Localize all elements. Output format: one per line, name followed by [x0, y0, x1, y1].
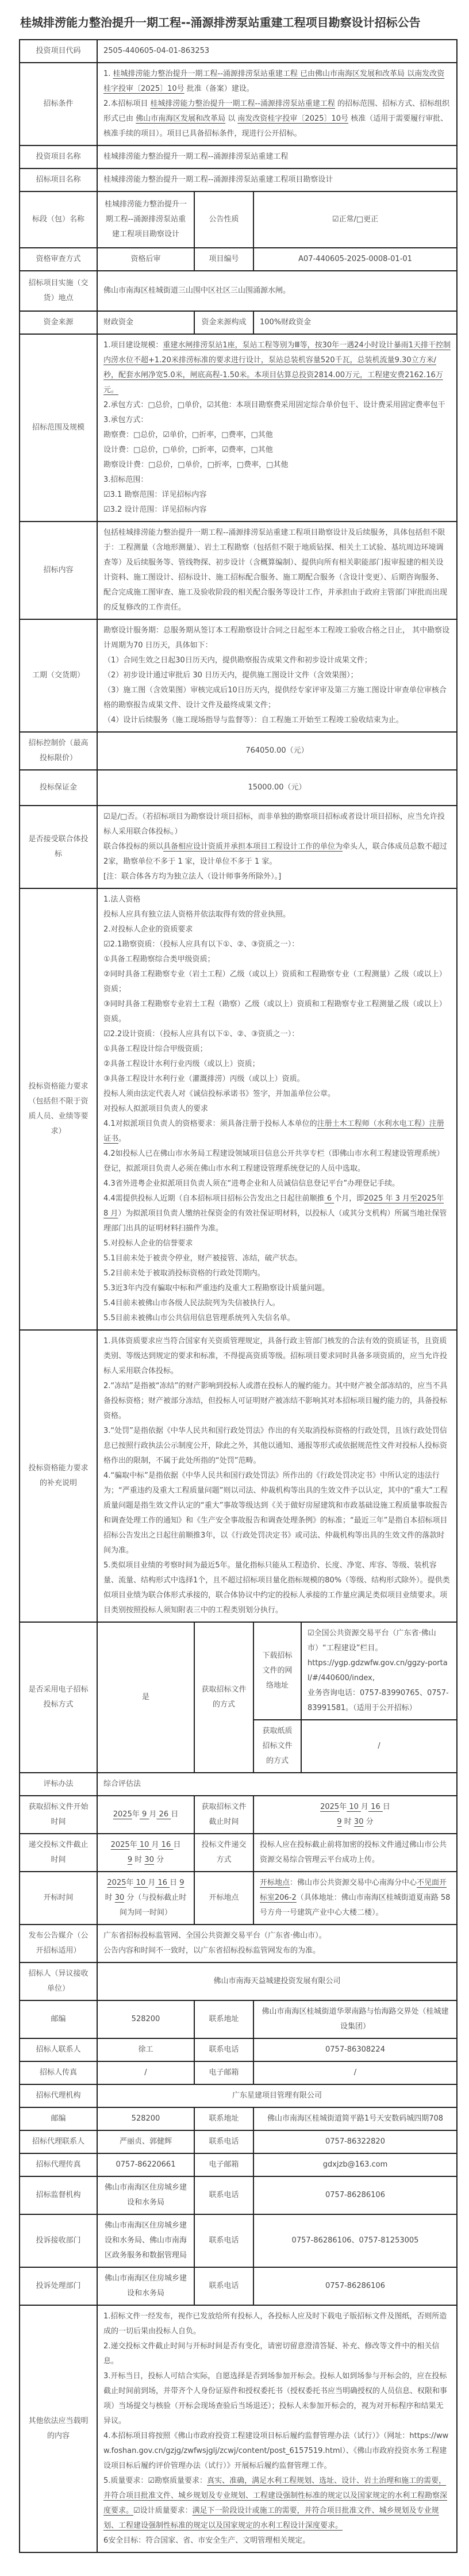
fund-source-value2 — [253, 311, 457, 334]
underlined-text: 16 — [155, 1879, 170, 1887]
qualification-review-label1: 资格审查方式 — [20, 248, 97, 271]
bid-submission-value2 — [253, 1834, 457, 1872]
table-row-tender-content — [20, 522, 457, 619]
complaint-handling-value2-line-1: 0757-86286106 — [325, 2282, 385, 2290]
announcement-media-label: 发布公告媒介（公开招标适用） — [20, 1925, 97, 1962]
bidder-qualification-requirements-value-line-9: ①具备工程设计综合甲级资质； — [103, 1045, 207, 1053]
complaint-receiving-label1: 投诉接收部门 — [20, 2214, 97, 2267]
bidder-qualification-requirements-value-line-23: 5.5目前未被佛山市公共信用信息管理系统列入失信名单。 — [103, 1314, 295, 1322]
investment-project-name-value — [97, 145, 457, 168]
other-required-content-value-line-5: 5.质量要求：☑勘察质量要求：真实、准确，满足水利工程规划、选址、设计、岩土治理和施工的需要，并符合项目批准文件、城乡规划及专业规划、工程建设强制性标准的规定以及国家规定的水利工程勘察深度要求。☑设计质量要求：满足下一阶段设计或施工的需要，并符合项目批准文件、城乡规划及专业规划、工程建设强制性标准的规定以及国家规定的水利工程设计深度要求。 — [103, 2477, 448, 2530]
tenderer-person-value2 — [253, 2038, 457, 2061]
electronic-bidding-download-url-value-line-1: ☑全国公共资源交易平台（广东省·佛山市）“工程建设”栏目。 — [307, 1629, 436, 1653]
agency-person-value2-line-1: 0757-86322820 — [325, 2137, 385, 2146]
bid-opening-value2 — [253, 1872, 457, 1925]
doc-obtain-time-value2 — [253, 1796, 457, 1834]
agency-person-value2 — [253, 2130, 457, 2153]
underlined-text: 9 — [179, 1879, 184, 1887]
bidder-qualification-requirements-value-line-16: 4.3省外进粤企业拟派项目负责人须在“进粤企业和人员诚信信息登记平台”办理登记手续。 — [103, 1179, 400, 1188]
bid-opening-value1 — [97, 1872, 194, 1925]
agency-fax-email-label2: 电子邮箱 — [194, 2153, 253, 2176]
bidder-qualification-requirements-value-line-7: ③同时具备工程勘察专业岩土工程（勘察）乙级（或以上）资质和工程勘察专业工程测量乙级（或以上）资质。 — [103, 1000, 447, 1023]
doc-obtain-time-value2-line-1: 2025年 10 月 16 日 — [320, 1803, 390, 1811]
electronic-bidding-label2: 获取招标文件的方式 — [194, 1622, 253, 1773]
electronic-bidding-label1: 是否采用电子招标投标方式 — [20, 1622, 97, 1773]
complaint-handling-value2 — [253, 2267, 457, 2305]
tender-scope-scale-value-line-7: 3.招标范围： — [103, 476, 148, 484]
qualification-supplementary-notes-value — [97, 1330, 457, 1622]
consortium-bidding-value-line-2: 联合体投标的须以具备相应设计资质并承担本项目工程设计工作的单位为牵头人，联合体成员总数不超过2家，勘察单位不多于 1 家，设计单位不多于 1 家。 — [103, 842, 448, 866]
doc-obtain-time-value1-line-1: 2025年 9 月 26 日 — [113, 1810, 179, 1819]
agency-person-value1-line-1: 严丽贞、郭健辉 — [119, 2137, 172, 2146]
underlined-text: 30 — [114, 1893, 125, 1902]
fund-source-label1: 资金来源 — [20, 311, 97, 334]
tenderer-fax-email-value2-line-1: / — [353, 2068, 357, 2077]
underlined-text: 2025 — [107, 1879, 126, 1887]
agency-fax-email-label1: 招标代理传真 — [20, 2153, 97, 2176]
electronic-bidding-download-url-label: 下载招标文件的网络地址 — [253, 1622, 301, 1720]
table-row-qualification-supplementary-notes — [20, 1330, 457, 1622]
section-announcement-label2: 公告性质 — [194, 191, 253, 248]
underlined-text: 9 — [127, 1856, 133, 1864]
tender-scope-scale-value-line-4: 勘察费：□总价，☑单价，□折率，□费率，□其他 — [103, 431, 273, 439]
bidder-qualification-requirements-value-line-20: 5.2目前未处于被取消投标资格的行政处罚期内。 — [103, 1269, 265, 1278]
agency-person-label2: 联系电话 — [194, 2130, 253, 2153]
tender-content-label: 招标内容 — [20, 522, 97, 619]
investment-project-code-label: 投资项目代码 — [20, 40, 97, 63]
complaint-handling-label2: 联系电话 — [194, 2267, 253, 2305]
evaluation-method-label: 评标办法 — [20, 1773, 97, 1796]
complaint-handling-value1-line-1: 佛山市南海区住房城乡建设和水务局 — [104, 2274, 187, 2298]
qualification-supplementary-notes-value-line-3: 3.“处罚”是指依据《中华人民共和国行政处罚法》作出的有关取消投标资格的行政处罚，且该行政处罚信息已按照行政执法公示制度公开，除此之外，其他以通知、通报等形式或依据规范性文件对投标人投标资格作出的限制，不属于此处所指的“处罚”范畴。 — [103, 1427, 448, 1465]
table-row-bid-submission — [20, 1834, 457, 1872]
bidder-qualification-requirements-value-line-11: ③具备工程设计水利行业（灌溉排涝）丙级（或以上）资质。 — [103, 1075, 305, 1083]
tenderer-label: 招标人（异议接收单位） — [20, 1962, 97, 2000]
complaint-receiving-value1-line-1: 佛山市南海区住房城乡建设和水务局、佛山市南海区政务服务和数据管理局 — [104, 2221, 187, 2260]
tenderer-contact-info-value1 — [97, 2000, 194, 2038]
consortium-bidding-label: 是否接受联合体投标 — [20, 806, 97, 888]
table-row-other-required-content — [20, 2305, 457, 2552]
bid-bond-value-line-1: 15000.00（元） — [248, 783, 306, 792]
table-row-electronic-bidding — [20, 1622, 457, 1720]
underlined-text: 2025 — [320, 1803, 340, 1811]
section-announcement-value2 — [253, 191, 457, 248]
agency-contact-info-value1 — [97, 2107, 194, 2130]
other-required-content-value-line-1: 1.招标文件一经发布，视作已发放给所有投标人，各投标人应及时下载电子版招标文件及图纸，否则所造成的一切后果由投标人自负。 — [103, 2312, 447, 2336]
bid-bond-value — [97, 770, 457, 806]
underlined-text: 6 — [324, 1194, 335, 1203]
announcement-table — [19, 39, 458, 2553]
complaint-receiving-label2: 联系电话 — [194, 2214, 253, 2267]
construction-period-value-line-1: 勘察设计服务期：总服务期从签订本工程勘察设计合同之日起至本工程竣工验收合格之日止， 其中勘察设计周期为70 日历天，具体如下： — [103, 626, 450, 650]
table-row-announcement-media — [20, 1925, 457, 1962]
tenderer-fax-email-value2 — [253, 2061, 457, 2084]
qualification-supplementary-notes-value-line-4: 4.“骗取中标”是指依据《中华人民共和国行政处罚法》所作出的《行政处罚决定书》中所认定的违法行为；“严重违约及重大工程质量问题”则以司法、仲裁机构等出具的生效文件予以认定，其中的“重大”工程质量问题是指生效文件认定的“重大”事故等级达到《关于做好房屋建筑和市政基础设施工程质量事故报告和调查处理工作的通知》和《生产安全事故报告和调查处理条例》的标准；“最近三年”是指自本招标项目招标公告发出之日起往前顺推3年，以《行政处罚决定书》或司法、仲裁机构等出具的生效文件的落款时间为准。 — [103, 1471, 448, 1555]
announcement-table-body — [20, 40, 457, 2552]
qualification-review-value1 — [97, 248, 194, 271]
price-ceiling-value-line-1: 764050.00（元） — [245, 746, 309, 755]
fund-source-value1-line-1: 财政资金 — [103, 318, 134, 327]
doc-obtain-time-label1: 获取招标文件开始时间 — [20, 1796, 97, 1834]
table-row-tenderer-contact-info — [20, 2000, 457, 2038]
agency-fax-email-value1-line-1: 0757-86220661 — [116, 2160, 176, 2169]
tender-project-name-value — [97, 168, 457, 191]
table-row-bid-bond — [20, 770, 457, 806]
table-row-fund-source — [20, 311, 457, 334]
bidder-qualification-requirements-value-line-6: ②同时具备工程勘察专业（岩土工程）乙级（或以上）资质和工程勘察专业（工程测量）乙级（或以上）资质； — [103, 970, 447, 994]
tender-conditions-value-line-2: 2.本招标项目 桂城排涝能力整治提升一期工程--涌源排涝泵站重建工程 的招标范围、招标方式、招标组织形式已由 佛山市南海区发展和改革局 以 南发改资桂字投审〔2025〕10号 核准（适用于需要履行审批、核准手续的项目）。项目已具备招标条件，现进行公开招标。 — [103, 99, 450, 138]
section-announcement-value1 — [97, 191, 194, 248]
underlined-text: 桂城排涝能力整治提升一期工程--涌源排涝泵站重建工程 已由佛山市南海区发展和改革局 以南发改资桂字投审〔2025〕10号 — [103, 70, 445, 93]
bidder-qualification-requirements-value-line-8: ☑2.2设计资质：（投标人应具有以下①、②、③资质之一）： — [103, 1030, 299, 1038]
table-row-construction-period — [20, 619, 457, 732]
supervision-authority-label2: 联系电话 — [194, 2176, 253, 2214]
tenderer-fax-email-value1-line-1: / — [144, 2068, 147, 2077]
underlined-text: 2025 — [110, 1841, 130, 1849]
tender-conditions-value — [97, 63, 457, 145]
table-row-delivery-location — [20, 271, 457, 311]
agency-contact-info-value2 — [253, 2107, 457, 2130]
tender-scope-scale-label: 招标范围及规模 — [20, 334, 97, 522]
supervision-authority-value2 — [253, 2176, 457, 2214]
bid-submission-label1: 递交投标文件截止时间 — [20, 1834, 97, 1872]
construction-period-value-line-5: （4）设计后续服务（施工现场指导与监督等）：自工程施工开始至工程竣工验收结束为止。 — [103, 716, 403, 724]
other-required-content-value-line-4: 4.本招标项目将按照《佛山市政府投资工程建设项目标后履约监督管理办法（试行）》（网址：https://www.foshan.gov.cn/gzjg/zwfwsjglj/zcwj/content/post_6157519.html）、《佛山市政府投资水务工程建设项目标后履约评价管理办法（试行）》开展标后履约监督管理工作。 — [103, 2432, 449, 2470]
tender-project-name-value-line-1: 桂城排涝能力整治提升一期工程--涌源排涝泵站重建工程项目勘察设计 — [103, 175, 333, 184]
fund-source-value1 — [97, 311, 194, 334]
agency-contact-info-label2: 联系地址 — [194, 2107, 253, 2130]
qualification-review-value2 — [253, 248, 457, 271]
qualification-review-value1-line-1: 资格后审 — [130, 255, 161, 263]
complaint-receiving-value1 — [97, 2214, 194, 2267]
table-row-tenderer-fax-email — [20, 2061, 457, 2084]
other-required-content-value — [97, 2305, 457, 2552]
other-required-content-label: 其他依法应当载明的内容 — [20, 2305, 97, 2552]
bidder-qualification-requirements-value-line-13: 对投标人拟派项目负责人的要求 — [103, 1105, 209, 1113]
qualification-supplementary-notes-value-line-5: 5.类似项目业绩的考察时间为最近5年。量化指标只能从工程造价、长度、净宽、库容、等级、装机容量、流量、结构形式中选择1个，且不超过招标项目量化指标规模的80%（等级、结构形式除外）。提供类似项目业绩为联合体形式承接的，联合体协议中约定的投标人承接的工作量应满足类似项目业绩要求。项目类别按照投标人须知附表三中的工程类别划分执行。 — [103, 1561, 450, 1615]
tender-scope-scale-value-line-1: 1.项目建设规模：重建水闸排涝泵站1座，泵站工程等别为Ⅲ等，按30年一遇24小时设计暴雨1天排干控制内涝水位不超+1.20米排涝标准的要求进行设计，泵站总装机容量520千瓦，总装机流量9.30立方米/秒，配套水闸净宽5.0米，闸底高程-1.50米。本项目估算总投资2814.00万元，工程建安费2162.16万元。 — [103, 341, 451, 394]
agency-fax-email-value1 — [97, 2153, 194, 2176]
supervision-authority-value1 — [97, 2176, 194, 2214]
bidder-qualification-requirements-value-line-21: 5.3近3年内没有骗取中标和严重违约及重大工程勘察设计质量问题。 — [103, 1284, 329, 1293]
underlined-text: 10 — [133, 1879, 148, 1887]
bid-submission-value1-line-2: 9 时 30 分 — [127, 1856, 164, 1864]
bidder-qualification-requirements-value — [97, 888, 457, 1330]
agency-person-label1: 招标代理联系人 — [20, 2130, 97, 2153]
table-row-evaluation-method — [20, 1773, 457, 1796]
tenderer-person-value1-line-1: 徐工 — [138, 2045, 153, 2054]
tender-scope-scale-value-line-5: 设计费：□总价，□单价，□折率，☑费率，□其他 — [103, 446, 273, 454]
bid-opening-label1: 开标时间 — [20, 1872, 97, 1925]
investment-project-code-value — [97, 40, 457, 63]
investment-project-name-label: 投资项目名称 — [20, 145, 97, 168]
construction-period-value-line-3: （2）初步设计通过审批后 30 日历天内，提供施工图设计文件（含效果图）； — [103, 671, 358, 680]
underlined-text: 16 — [368, 1803, 383, 1811]
underlined-text: 重建水闸排涝泵站1座，泵站工程等别为Ⅲ等，按30年一遇24小时设计暴雨1天排干控制内涝水位不超+1.20米排涝标准的要求进行设计，泵站总装机容量520千瓦，总装机流量9.30立方米/秒，配套水闸净宽5.0米，闸底高程-1.50米。本项目估算总投资2814.00万元，工程建安费2162.16万元。 — [103, 341, 451, 394]
bidder-qualification-requirements-value-line-1: 1.法人资格 — [103, 895, 141, 904]
underlined-text: 南发改资桂字投审〔2025〕10号 — [237, 114, 349, 123]
underlined-text: 10 — [347, 1803, 362, 1811]
electronic-bidding-download-url-value — [301, 1622, 457, 1720]
underlined-text: 30 — [353, 1818, 364, 1826]
bid-bond-label: 投标保证金 — [20, 770, 97, 806]
complaint-receiving-value2-line-1: 0757-86286106、0757-81253005 — [291, 2236, 419, 2245]
table-row-complaint-handling — [20, 2267, 457, 2305]
consortium-bidding-value-line-3: [注：联合体各方均为独立法人（设计师事务所除外）。] — [103, 872, 282, 881]
other-required-content-value-line-3: 3.开标当日，投标人可结合实际，自愿选择是否到场参加开标会。投标人如到场参与开标会的，应在投标截止时间前到场，并带齐个人身份证原件和授权委托书（授权委托书应当明确授权的人员信息、权限和事项）当场提交与核验（开标会现场查验后当场退还）；投标人未参加开标会的，视为对开标程序和结果无异议。 — [103, 2372, 448, 2425]
bid-submission-label2: 投标文件递交方式 — [194, 1834, 253, 1872]
delivery-location-value — [97, 271, 457, 311]
underlined-text: 16 — [159, 1841, 174, 1849]
doc-obtain-time-value2-line-2: 9 时 30 分 — [337, 1818, 374, 1826]
agency-person-value1 — [97, 2130, 194, 2153]
table-row-bidder-qualification-requirements — [20, 888, 457, 1330]
table-row-section-announcement — [20, 191, 457, 248]
bid-submission-value2-line-1: 投标人应在投标截止前将加密的投标文件通过佛山市公共资源交易综合管理云平台成功上传。 — [260, 1841, 447, 1864]
agency-fax-email-value2 — [253, 2153, 457, 2176]
supervision-authority-value1-line-1: 佛山市南海区住房城乡建设和水务局 — [104, 2183, 187, 2207]
bidder-qualification-requirements-value-line-19: 5.1目前未处于被责令停业，财产被接管、冻结，破产状态。 — [103, 1254, 302, 1263]
underlined-text: 具备相应设计资质并承担本项目工程设计工作的单位为 — [163, 842, 343, 851]
tender-scope-scale-value-line-9: ☑3.2 设计范围：详见招标内容 — [103, 505, 207, 514]
bid-opening-value1-line-1: 2025年 10 月 16 日 9 时 30 分（与投标截止时间为同一时间） — [105, 1879, 187, 1917]
tender-conditions-label: 招标条件 — [20, 63, 97, 145]
investment-project-code-value-line-1: 2505-440605-04-01-863253 — [103, 47, 210, 55]
bidder-qualification-requirements-label: 投标资格能力要求（包括但不限于资质人员、业绩等要求） — [20, 888, 97, 1330]
bidder-qualification-requirements-value-line-12: 投标人须由法定代表人对《诚信投标承诺书》签字，并加盖单位公章。 — [103, 1090, 336, 1098]
underlined-text: 真实、准确，满足水利工程规划、选址、设计、岩土治理和施工的需要，并符合项目批准文件、城乡规划及专业规划、工程建设强制性标准的规定以及国家规定的水利工程勘察深度要求。 — [103, 2477, 448, 2515]
price-ceiling-value — [97, 732, 457, 770]
announcement-media-value-line-1: 广东省招标投标监管网、全国公共资源交易平台（广东省·佛山市）。 — [103, 1931, 326, 1940]
table-row-price-ceiling — [20, 732, 457, 770]
underlined-text: 30 — [144, 1856, 154, 1864]
tender-conditions-value-line-1: 1. 桂城排涝能力整治提升一期工程--涌源排涝泵站重建工程 已由佛山市南海区发展和改革局 以南发改资桂字投审〔2025〕10号 批准（备案）建设。 — [103, 70, 445, 93]
table-row-supervision-authority — [20, 2176, 457, 2214]
fund-source-value2-line-1: 100%财政资金 — [260, 318, 312, 327]
qualification-review-label2: 项目编号 — [194, 248, 253, 271]
tenderer-value-line-1: 佛山市南海天益城建投资发展有限公司 — [213, 1977, 341, 1985]
bid-submission-value1-line-1: 2025年 10 月 16 日 — [110, 1841, 181, 1849]
tenderer-person-value1 — [97, 2038, 194, 2061]
electronic-bidding-paper-method-value — [301, 1720, 457, 1773]
underlined-text: 佛山市南海区发展和改革局 — [136, 114, 226, 123]
tenderer-fax-email-label1: 招标人传真 — [20, 2061, 97, 2084]
electronic-bidding-value1-line-1: 是 — [141, 1693, 149, 1701]
tender-scope-scale-value-line-6: 勘察设计费：□总价，□单价，□折率，□费率，□其他 — [103, 461, 289, 469]
qualification-review-value2-line-1: A07-440605-2025-0008-01-01 — [298, 255, 412, 263]
underlined-text: 2025 年 3 月至2025年 8 月 — [103, 1194, 444, 1218]
table-row-doc-obtain-time — [20, 1796, 457, 1834]
qualification-supplementary-notes-value-line-2: 2.“冻结”是指被“冻结”的财产影响到投标人或潜在投标人的履约能力。其中财产被全部冻结的，应当不具备投标资格；财产被部分冻结，但投标人可证明财产被冻结不影响其对本招标项目履约能力的，具备投标资格。 — [103, 1382, 448, 1420]
underlined-text: 开标地点 — [260, 1879, 290, 1887]
underlined-text: 不见面开标室206-2 — [260, 1879, 447, 1902]
table-row-agency — [20, 2084, 457, 2107]
tender-content-value-line-1: 包括桂城排涝能力整治提升一期工程--涌源排涝泵站重建工程项目勘察设计及后续服务，具体包括但不限于：工程测量（含地形测量）、岩土工程勘察（包括但不限于地质钻探、相关土工试验、基坑周边环境调查等）及后续服务等、管线物探、初步设计（含概算编制）、提供向所有相关职能部门报审报建的相关设计资料、施工图设计、招标设计、施工招标配合服务、施工期配合服务（含设计变更）、后期咨询服务、配合完成施工图审查、施工及验收阶段的相关配合服务等设计工作，并承担由于政府主管部门审批而出现的反复修改的工作责任。 — [103, 528, 448, 612]
underlined-text: 满足下一阶段设计或施工的需要，并符合项目批准文件、城乡规划及专业规划、工程建设强制性标准的规定以及国家规定的水利工程设计深度要求。 — [103, 2506, 439, 2530]
evaluation-method-value-line-1: 综合评估法 — [103, 1780, 141, 1788]
underlined-text: 2025 — [113, 1810, 132, 1819]
complaint-handling-value1 — [97, 2267, 194, 2305]
qualification-supplementary-notes-value-line-1: 1.具体资质要求应当符合国家有关资质管理规定，具备行政主管部门核发的合法有效的资质证书，且资质类别、等级达到规定的要求和标准，不得提高资质等级。招标项目要求同时具备多项资质的，应当允许投标人采用联合体投标。 — [103, 1337, 448, 1375]
underlined-text: 9 — [139, 1810, 149, 1819]
tenderer-contact-info-label2: 联系地址 — [194, 2000, 253, 2038]
table-row-consortium-bidding — [20, 806, 457, 888]
delivery-location-label: 招标项目实施（交货）地点 — [20, 271, 97, 311]
bidder-qualification-requirements-value-line-18: 5.对投标人企业的信誉要求 — [103, 1239, 193, 1248]
tender-scope-scale-value-line-8: ☑3.1 勘察范围：详见招标内容 — [103, 490, 207, 499]
underlined-text: 注册土木工程师（水利水电工程）注册证书 — [103, 1120, 444, 1143]
other-required-content-value-line-2: 2.递交投标文件截止时间与开标时间是否有变化，请密切留意澄清答疑、补充、修改等文件中的相关信息。 — [103, 2342, 440, 2366]
tenderer-value — [97, 1962, 457, 2000]
tenderer-contact-info-value2-line-1: 佛山市南海区桂城街道华翠南路与怡海路交界处（桂城建设集团） — [262, 2007, 449, 2031]
doc-obtain-time-value1 — [97, 1796, 194, 1834]
electronic-bidding-paper-method-value-line-1: / — [378, 1742, 380, 1750]
investment-project-name-value-line-1: 桂城排涝能力整治提升一期工程--涌源排涝泵站重建工程 — [103, 152, 289, 161]
construction-period-value-line-2: （1）合同生效之日起30日历天内，提供勘察报告成果文件和初步设计成果文件； — [103, 656, 372, 665]
bidder-qualification-requirements-value-line-5: ①具备工程勘察综合类甲级资质； — [103, 955, 215, 964]
fund-source-label2: 资金来源构成 — [194, 311, 253, 334]
construction-period-value — [97, 619, 457, 732]
tender-scope-scale-value — [97, 334, 457, 522]
consortium-bidding-value-line-1: ☑是/□否。（若招标项目为勘察设计项目招标，而非单独的勘察项目招标或者设计项目招标，应当允许投标人采用联合体投标。） — [103, 812, 445, 836]
tender-content-value — [97, 522, 457, 619]
supervision-authority-value2-line-1: 0757-86286106 — [325, 2191, 385, 2199]
bidder-qualification-requirements-value-line-4: ☑2.1勘察资质：（投标人应具有以下①、②、③资质之一）： — [103, 940, 299, 949]
table-row-tenderer-person — [20, 2038, 457, 2061]
electronic-bidding-download-url-value-line-2: https://ygp.gdzwfw.gov.cn/ggzy-portal/#/440600/index, — [307, 1659, 448, 1682]
qualification-supplementary-notes-label: 投标资格能力要求的补充说明 — [20, 1330, 97, 1622]
table-row-agency-fax-email — [20, 2153, 457, 2176]
tenderer-contact-info-label1: 邮编 — [20, 2000, 97, 2038]
delivery-location-value-line-1: 佛山市南海区桂城街道三山围中区社区三山围涌源水闸。 — [103, 286, 291, 295]
table-row-tenderer — [20, 1962, 457, 2000]
tender-project-name-label: 招标项目名称 — [20, 168, 97, 191]
table-row-qualification-review — [20, 248, 457, 271]
bidder-qualification-requirements-value-line-15: 4.2如投标人已在佛山市水务局工程建设领域项目信息公开共享专栏（即佛山市水利工程建设管理系统）登记，拟派项目负责人必须在佛山市水利工程建设管理系统登记的人员中选取。 — [103, 1149, 444, 1173]
electronic-bidding-value1 — [97, 1622, 194, 1773]
section-announcement-label1: 标段（包）名称 — [20, 191, 97, 248]
construction-period-label: 工期（交货期） — [20, 619, 97, 732]
electronic-bidding-download-url-value-line-3: 业务咨询电话：0757-83990765、0757-83991581。（适用于公开招标） — [307, 1689, 449, 1712]
tenderer-person-label2: 联系电话 — [194, 2038, 253, 2061]
bid-opening-value2-line-1: 开标地点：佛山市公共资源交易中心南海分中心不见面开标室206-2（具体地址：佛山市南海区桂城街道夏南路 58 号方舟一号建筑产业中心大楼二楼）。 — [260, 1879, 451, 1917]
doc-obtain-time-label2: 获取招标文件截止时间 — [194, 1796, 253, 1834]
bidder-qualification-requirements-value-line-10: ②具备工程设计水利行业丙级（或以上）资质； — [103, 1060, 260, 1068]
tenderer-contact-info-value1-line-1: 528200 — [131, 2015, 160, 2023]
page-title: 桂城排涝能力整治提升一期工程--涌源排涝泵站重建工程项目勘察设计招标公告 — [20, 16, 421, 29]
bid-submission-value1 — [97, 1834, 194, 1872]
tenderer-contact-info-value2 — [253, 2000, 457, 2038]
table-row-tender-conditions — [20, 63, 457, 145]
evaluation-method-value — [97, 1773, 457, 1796]
tender-scope-scale-value-line-3: 3.承包方式： — [103, 416, 148, 424]
other-required-content-value-line-6: 6安全目标：符合国家、省、市安全生产、文明管理相关规定。 — [103, 2536, 310, 2545]
tenderer-person-label1: 招标人联系人 — [20, 2038, 97, 2061]
bidder-qualification-requirements-value-line-2: 投标人应具有独立法人资格并依法取得有效的营业执照。 — [103, 910, 291, 919]
table-row-investment-project-code — [20, 40, 457, 63]
complaint-receiving-value2 — [253, 2214, 457, 2267]
supervision-authority-label1: 招标监督机构 — [20, 2176, 97, 2214]
agency-contact-info-value2-line-1: 佛山市南海区桂城街道简平路1号天安数码城四期708 — [267, 2114, 444, 2123]
bidder-qualification-requirements-value-line-22: 5.4目前未被佛山市各级人民法院列为失信被执行人。 — [103, 1299, 280, 1308]
agency-label: 招标代理机构 — [20, 2084, 97, 2107]
agency-value — [97, 2084, 457, 2107]
underlined-text: 26 — [156, 1810, 171, 1819]
agency-value-line-1: 广东星建项目管理有限公司 — [232, 2091, 322, 2100]
table-row-complaint-receiving — [20, 2214, 457, 2267]
complaint-handling-label1: 投诉处理部门 — [20, 2267, 97, 2305]
construction-period-value-line-4: （3）施工图（含效果图）审核完成后10日历天内，提供经专家评审及第三方施工图设计审查单位审核合格的勘察报告成果文件、设计文件及最终成果文件； — [103, 686, 447, 710]
table-row-agency-person — [20, 2130, 457, 2153]
price-ceiling-label: 招标控制价（最高投标限价） — [20, 732, 97, 770]
tenderer-fax-email-label2: 电子邮箱 — [194, 2061, 253, 2084]
table-row-tender-project-name — [20, 168, 457, 191]
bid-opening-label2: 开标地点 — [194, 1872, 253, 1925]
underlined-text: 9 — [337, 1818, 342, 1826]
table-row-investment-project-name — [20, 145, 457, 168]
tenderer-fax-email-value1 — [97, 2061, 194, 2084]
underlined-text: 桂城排涝能力整治提升一期工程--涌源排涝泵站重建工程 — [150, 99, 335, 108]
section-announcement-value1-line-1: 桂城排涝能力整治提升一期工程--涌源排涝泵站重建工程项目勘察设计 — [104, 200, 187, 239]
tender-scope-scale-value-line-2: 2.承包方式：□总价，□单价，☑其他：本项目勘察费采用固定综合单价包干、设计费采用固定费率包干 — [103, 401, 445, 409]
agency-contact-info-label1: 邮编 — [20, 2107, 97, 2130]
tenderer-person-value2-line-1: 0757-86308224 — [325, 2045, 385, 2054]
underlined-text: 10 — [137, 1841, 152, 1849]
bidder-qualification-requirements-value-line-17: 4.4需提供投标人近期（自本招标项目招标公告发出之日起往前顺推 6 个月，即2025 年 3 月至2025年 8 月）为拟派项目负责人缴纳社保资金的有效社保证明材料，以投标人（或其分支机构）所属当地社保管理部门出具的证明材料扫描件为准。 — [103, 1194, 447, 1233]
agency-fax-email-value2-line-1: gdxjzb@163.com — [322, 2160, 388, 2169]
announcement-media-value — [97, 1925, 457, 1962]
announcement-media-value-line-2: 公告内容和时间不一致时，以广东省招标投标监管网发布的为准。 — [103, 1946, 321, 1955]
table-row-bid-opening — [20, 1872, 457, 1925]
bidder-qualification-requirements-value-line-3: 2.对投标人企业的资质要求 — [103, 925, 193, 934]
section-announcement-value2-line-1: ☑正常/□更正 — [332, 215, 379, 224]
consortium-bidding-value — [97, 806, 457, 888]
agency-contact-info-value1-line-1: 528200 — [131, 2114, 160, 2123]
bidder-qualification-requirements-value-line-14: 4.1对拟派项目负责人的资格要求：须具备注册于投标人本单位的注册土木工程师（水利水电工程）注册证书。 — [103, 1120, 444, 1143]
electronic-bidding-paper-method-label: 获取纸质招标文件的方式 — [253, 1720, 301, 1773]
table-row-agency-contact-info — [20, 2107, 457, 2130]
table-row-tender-scope-scale — [20, 334, 457, 522]
